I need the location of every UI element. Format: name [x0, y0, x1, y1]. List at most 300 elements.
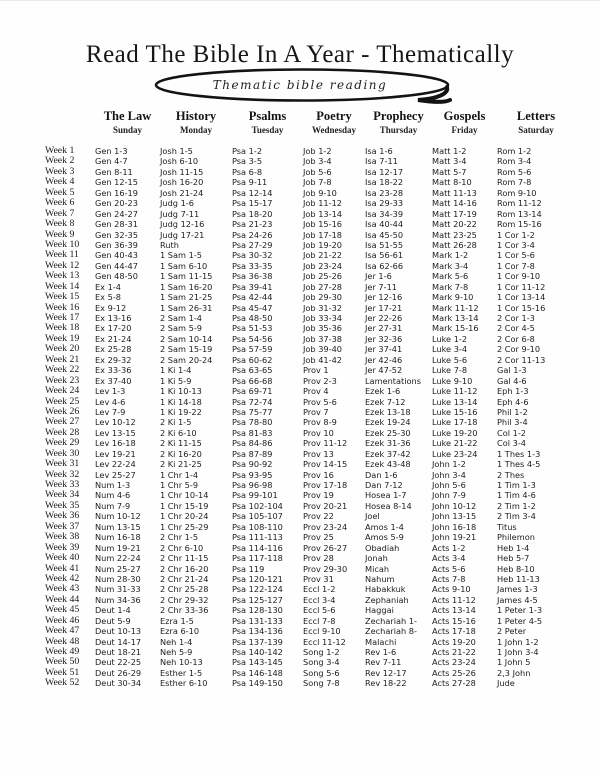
table-row: [45, 397, 575, 407]
cell-gospels: Mark 11-12: [432, 302, 479, 313]
week-label: Week 5: [45, 186, 75, 198]
cell-gospels: Luke 5-6: [432, 354, 468, 365]
cell-poetry: Job 23-24: [303, 260, 343, 271]
cell-psalms: Psa 78-80: [232, 417, 273, 428]
cell-letters: 1 Cor 11-12: [497, 281, 546, 292]
cell-poetry: Eccl 1-2: [303, 584, 336, 595]
cell-letters: Rom 5-6: [497, 166, 532, 177]
cell-gospels: Acts 5-6: [432, 563, 466, 574]
cell-letters: 2 Tim 3-4: [497, 511, 536, 522]
table-row: [45, 584, 575, 594]
column-day-label: Thursday: [379, 125, 418, 135]
cell-poetry: Job 7-8: [303, 177, 332, 188]
cell-history: 2 Sam 10-14: [160, 333, 213, 344]
cell-law: Lev 7-9: [95, 406, 126, 417]
cell-history: 1 Ki 10-13: [160, 386, 202, 397]
cell-gospels: Luke 13-14: [432, 396, 478, 407]
cell-history: 2 Chr 11-15: [160, 553, 209, 564]
table-row: [45, 292, 575, 302]
cell-prophecy: Zephaniah: [365, 594, 409, 605]
cell-gospels: Matt 11-13: [432, 187, 477, 198]
week-label: Week 4: [45, 176, 75, 188]
cell-prophecy: Isa 23-28: [365, 187, 404, 198]
cell-prophecy: Ezek 1-6: [365, 386, 401, 397]
table-row: [45, 490, 575, 500]
cell-psalms: Psa 102-104: [232, 500, 283, 511]
cell-psalms: Psa 125-127: [232, 594, 283, 605]
cell-gospels: Luke 15-16: [432, 406, 478, 417]
week-label: Week 31: [45, 458, 80, 470]
week-label: Week 36: [45, 510, 80, 522]
table-row: [45, 219, 575, 229]
cell-law: Num 25-27: [95, 563, 141, 574]
cell-gospels: Matt 1-2: [432, 146, 467, 156]
cell-law: Num 22-24: [95, 553, 141, 564]
column-header-poetry: [303, 109, 365, 136]
week-label: Week 14: [45, 280, 80, 292]
cell-gospels: John 13-15: [432, 511, 477, 522]
cell-prophecy: Jer 7-11: [365, 281, 398, 292]
cell-prophecy: Haggai: [365, 605, 394, 616]
cell-law: Ex 9-12: [95, 302, 127, 313]
column-label: Letters: [516, 109, 556, 123]
cell-psalms: Psa 111-113: [232, 532, 283, 543]
cell-gospels: John 10-12: [432, 500, 477, 511]
cell-psalms: Psa 143-145: [232, 657, 283, 668]
cell-prophecy: Ezek 19-24: [365, 417, 411, 428]
cell-letters: 1 Tim 4-6: [497, 490, 536, 501]
cell-poetry: Prov 1: [303, 365, 329, 376]
cell-law: Gen 16-19: [95, 187, 138, 198]
column-header-psalms: [232, 109, 303, 136]
cell-prophecy: Jer 42-46: [365, 354, 403, 365]
cell-history: 1 Chr 10-14: [160, 490, 209, 501]
cell-letters: 2 Cor 1-3: [497, 313, 535, 323]
cell-letters: Gal 4-6: [497, 375, 527, 386]
week-label: Week 10: [45, 238, 80, 250]
cell-law: Gen 36-39: [95, 239, 138, 250]
column-label: Prophecy: [373, 109, 424, 123]
cell-law: Deut 5-9: [95, 615, 131, 626]
cell-gospels: Acts 19-20: [432, 636, 476, 647]
cell-prophecy: Isa 40-44: [365, 219, 404, 230]
cell-letters: Titus: [497, 521, 517, 532]
cell-psalms: Psa 99-101: [232, 490, 278, 501]
cell-letters: Rom 11-12: [497, 198, 542, 209]
cell-law: Ex 33-36: [95, 365, 132, 376]
week-label: Week 47: [45, 625, 80, 637]
table-row: [45, 438, 575, 448]
cell-history: 1 Sam 21-25: [160, 292, 213, 303]
week-label: Week 26: [45, 405, 80, 417]
week-label: Week 49: [45, 646, 80, 657]
cell-history: 2 Sam 20-24: [160, 354, 213, 365]
week-label: Week 38: [45, 531, 80, 543]
cell-gospels: Acts 3-4: [432, 553, 466, 564]
cell-psalms: Psa 60-62: [232, 354, 273, 365]
cell-poetry: Song 1-2: [303, 647, 340, 657]
cell-poetry: Eccl 7-8: [303, 615, 336, 626]
plan-rows: [45, 146, 575, 689]
cell-letters: Phil 1-2: [497, 406, 528, 417]
cell-psalms: Psa 18-20: [232, 208, 273, 219]
table-row: [45, 376, 575, 386]
cell-law: Lev 13-15: [95, 427, 136, 438]
table-row: [45, 626, 575, 636]
cell-prophecy: Zechariah 8-: [365, 626, 417, 637]
cell-history: 2 Chr 6-10: [160, 542, 204, 553]
table-row: [45, 282, 575, 292]
week-label: Week 6: [45, 197, 75, 209]
cell-poetry: Job 19-20: [303, 239, 343, 250]
cell-prophecy: Joel: [365, 511, 380, 522]
table-row: [45, 657, 575, 667]
cell-letters: 2 Cor 6-8: [497, 333, 535, 344]
table-row: [45, 428, 575, 438]
cell-letters: Eph 1-3: [497, 386, 529, 397]
cell-history: 1 Sam 1-5: [160, 250, 202, 261]
cell-history: 2 Sam 5-9: [160, 323, 202, 334]
week-label: Week 39: [45, 541, 80, 553]
cell-poetry: Job 31-32: [303, 302, 343, 313]
cell-psalms: Psa 48-50: [232, 313, 273, 323]
cell-letters: Rom 9-10: [497, 187, 537, 198]
cell-psalms: Psa 119: [232, 563, 265, 574]
cell-history: Josh 11-15: [160, 166, 204, 177]
cell-law: Gen 12-15: [95, 177, 138, 188]
cell-law: Num 28-30: [95, 573, 141, 584]
cell-prophecy: Isa 62-66: [365, 260, 404, 271]
cell-letters: 2 Cor 4-5: [497, 323, 535, 334]
cell-prophecy: Ezek 7-12: [365, 396, 406, 407]
week-label: Week 11: [45, 249, 79, 261]
table-row: [45, 605, 575, 615]
cell-letters: Phil 3-4: [497, 417, 528, 428]
table-row: [45, 501, 575, 511]
cell-psalms: Psa 24-26: [232, 229, 273, 240]
cell-law: Ex 17-20: [95, 323, 132, 334]
cell-poetry: Prov 13: [303, 448, 334, 459]
cell-history: 2 Ki 16-20: [160, 448, 202, 459]
week-label: Week 2: [45, 155, 75, 167]
cell-law: Num 13-15: [95, 521, 141, 532]
table-row: [45, 355, 575, 365]
cell-letters: 1 Cor 5-6: [497, 250, 535, 261]
page-title: Read The Bible In A Year - Thematically: [85, 41, 515, 68]
cell-history: 2 Ki 1-5: [160, 417, 192, 428]
cell-letters: James 4-5: [497, 594, 538, 605]
cell-letters: 1 Tim 1-3: [497, 480, 536, 490]
cell-psalms: Psa 72-74: [232, 396, 273, 407]
cell-history: Esther 6-10: [160, 678, 208, 689]
cell-prophecy: Isa 1-6: [365, 146, 393, 156]
week-label: Week 24: [45, 385, 80, 397]
cell-history: Judg 1-6: [160, 198, 194, 209]
cell-poetry: Prov 19: [303, 490, 334, 501]
cell-psalms: Psa 36-38: [232, 271, 273, 282]
week-label: Week 43: [45, 583, 80, 595]
cell-poetry: Song 5-6: [303, 667, 340, 678]
cell-gospels: Mark 5-6: [432, 271, 469, 282]
cell-law: Ex 1-4: [95, 281, 121, 292]
cell-poetry: Prov 16: [303, 469, 334, 480]
cell-psalms: Psa 96-98: [232, 480, 273, 490]
cell-psalms: Psa 108-110: [232, 521, 283, 532]
cell-history: Neh 1-4: [160, 636, 193, 647]
table-row: [45, 365, 575, 375]
cell-gospels: Luke 3-4: [432, 344, 468, 355]
cell-law: Gen 8-11: [95, 166, 133, 177]
week-label: Week 44: [45, 593, 80, 605]
table-row: [45, 543, 575, 553]
cell-letters: 2,3 John: [497, 667, 531, 678]
cell-psalms: Psa 66-68: [232, 375, 273, 386]
cell-law: Ex 21-24: [95, 333, 132, 344]
column-label: The Law: [103, 109, 152, 123]
table-row: [45, 146, 575, 156]
week-label: Week 1: [45, 145, 75, 156]
week-label: Week 27: [45, 416, 80, 428]
cell-prophecy: Hosea 8-14: [365, 500, 412, 511]
cell-gospels: Matt 8-10: [432, 177, 472, 188]
table-row: [45, 250, 575, 260]
cell-poetry: Job 3-4: [303, 156, 332, 167]
cell-letters: Rom 7-8: [497, 177, 532, 188]
week-label: Week 23: [45, 374, 80, 386]
cell-poetry: Job 13-14: [303, 208, 343, 219]
week-label: Week 46: [45, 614, 80, 626]
cell-psalms: Psa 134-136: [232, 626, 283, 637]
cell-history: 2 Sam 1-4: [160, 313, 202, 323]
cell-poetry: Job 41-42: [303, 354, 343, 365]
cell-poetry: Job 1-2: [303, 146, 332, 156]
cell-letters: 1 John 5: [497, 657, 531, 668]
table-row: [45, 678, 575, 688]
cell-history: 1 Sam 26-31: [160, 302, 213, 313]
cell-poetry: Prov 23-24: [303, 521, 348, 532]
cell-poetry: Eccl 11-12: [303, 636, 346, 647]
cell-gospels: Luke 21-22: [432, 438, 478, 449]
cell-poetry: Prov 11-12: [303, 438, 348, 449]
table-row: [45, 564, 575, 574]
cell-psalms: Psa 21-23: [232, 219, 273, 230]
cell-prophecy: Jer 17-21: [365, 302, 403, 313]
cell-prophecy: Isa 34-39: [365, 208, 404, 219]
cell-psalms: Psa 69-71: [232, 386, 273, 397]
cell-gospels: John 7-9: [432, 490, 466, 501]
cell-law: Deut 10-13: [95, 626, 142, 637]
cell-history: 2 Chr 29-32: [160, 594, 209, 605]
cell-poetry: Eccl 9-10: [303, 626, 341, 637]
cell-poetry: Eccl 3-4: [303, 594, 336, 605]
cell-law: Ex 5-8: [95, 292, 121, 303]
cell-prophecy: Obadiah: [365, 542, 400, 553]
week-label: Week 7: [45, 207, 75, 219]
cell-law: Deut 1-4: [95, 605, 131, 616]
cell-letters: 1 Cor 13-14: [497, 292, 546, 303]
cell-letters: 1 Cor 3-4: [497, 239, 535, 250]
cell-law: Gen 24-27: [95, 208, 138, 219]
column-header-gospels: [432, 109, 497, 136]
table-row: [45, 261, 575, 271]
cell-psalms: Psa 6-8: [232, 166, 263, 177]
cell-letters: Eph 4-6: [497, 396, 529, 407]
table-row: [45, 668, 575, 678]
cell-gospels: Acts 7-8: [432, 573, 466, 584]
cell-letters: Gal 1-3: [497, 365, 527, 376]
cell-poetry: Prov 17-18: [303, 480, 348, 490]
cell-law: Ex 25-28: [95, 344, 132, 355]
table-row: [45, 522, 575, 532]
table-row: [45, 417, 575, 427]
cell-prophecy: Isa 7-11: [365, 156, 398, 167]
column-day-label: Tuesday: [251, 125, 284, 135]
table-row: [45, 188, 575, 198]
week-label: Week 29: [45, 437, 80, 449]
cell-gospels: Acts 21-22: [432, 647, 476, 657]
cell-law: Lev 1-3: [95, 386, 126, 397]
cell-psalms: Psa 33-35: [232, 260, 273, 271]
cell-history: 1 Chr 5-9: [160, 480, 199, 490]
cell-letters: 1 Cor 7-8: [497, 260, 535, 271]
cell-psalms: Psa 128-130: [232, 605, 283, 616]
cell-gospels: Acts 27-28: [432, 678, 476, 689]
cell-law: Ex 13-16: [95, 313, 132, 323]
week-label: Week 37: [45, 520, 80, 532]
cell-letters: Col 1-2: [497, 427, 526, 438]
cell-poetry: Prov 25: [303, 532, 334, 543]
cell-prophecy: Jonah: [365, 553, 388, 564]
cell-gospels: Matt 17-19: [432, 208, 477, 219]
cell-history: Judg 7-11: [160, 208, 200, 219]
column-day-label: Friday: [451, 125, 478, 135]
cell-law: Gen 1-3: [95, 146, 128, 156]
cell-history: Neh 10-13: [160, 657, 203, 668]
column-day-label: Wednesday: [311, 125, 356, 135]
cell-poetry: Prov 7: [303, 406, 329, 417]
cell-law: Lev 25-27: [95, 469, 136, 480]
cell-law: Lev 19-21: [95, 448, 136, 459]
cell-psalms: Psa 146-148: [232, 667, 283, 678]
cell-poetry: Prov 31: [303, 573, 334, 584]
cell-prophecy: Amos 5-9: [365, 532, 404, 543]
cell-gospels: Mark 3-4: [432, 260, 469, 271]
cell-history: 2 Chr 21-24: [160, 573, 209, 584]
cell-prophecy: Isa 18-22: [365, 177, 404, 188]
cell-letters: 2 Peter: [497, 626, 527, 637]
cell-psalms: Psa 15-17: [232, 198, 273, 209]
week-label: Week 9: [45, 228, 75, 240]
week-label: Week 19: [45, 332, 80, 344]
cell-poetry: Prov 26-27: [303, 542, 348, 553]
cell-gospels: Acts 13-14: [432, 605, 476, 616]
table-row: [45, 167, 575, 177]
cell-letters: 1 Cor 15-16: [497, 302, 546, 313]
week-label: Week 8: [45, 218, 75, 230]
cell-letters: 1 Thes 1-3: [497, 448, 541, 459]
cell-psalms: Psa 57-59: [232, 344, 273, 355]
cell-psalms: Psa 54-56: [232, 333, 273, 344]
table-row: [45, 407, 575, 417]
column-day-label: Saturday: [518, 125, 554, 135]
cell-gospels: Mark 13-14: [432, 313, 479, 323]
cell-history: Neh 5-9: [160, 647, 193, 657]
week-label: Week 32: [45, 468, 80, 480]
cell-psalms: Psa 87-89: [232, 448, 273, 459]
column-label: Psalms: [248, 109, 287, 123]
cell-poetry: Prov 14-15: [303, 459, 348, 470]
cell-letters: 2 Thes: [497, 469, 525, 480]
cell-gospels: Acts 23-24: [432, 657, 476, 668]
cell-law: Num 4-6: [95, 490, 131, 501]
cell-history: 2 Ki 11-15: [160, 438, 202, 449]
table-row: [45, 386, 575, 396]
cell-law: Num 7-9: [95, 500, 131, 511]
cell-letters: 1 Peter 4-5: [497, 615, 543, 626]
cell-history: Josh 6-10: [160, 156, 199, 167]
cell-psalms: Psa 149-150: [232, 678, 283, 689]
cell-letters: Philemon: [497, 532, 535, 543]
week-label: Week 35: [45, 499, 80, 511]
cell-poetry: Prov 2-3: [303, 375, 337, 386]
week-label: Week 3: [45, 165, 75, 177]
week-label: Week 42: [45, 572, 80, 584]
cell-prophecy: Isa 12-17: [365, 166, 404, 177]
cell-psalms: Psa 117-118: [232, 553, 283, 564]
cell-history: 2 Ki 21-25: [160, 459, 202, 470]
week-label: Week 16: [45, 301, 80, 313]
cell-history: Josh 16-20: [160, 177, 204, 188]
table-row: [45, 313, 575, 323]
header-spacer: [45, 109, 95, 136]
cell-poetry: Prov 4: [303, 386, 329, 397]
table-row: [45, 532, 575, 542]
week-label: Week 25: [45, 395, 80, 407]
cell-history: 1 Chr 15-19: [160, 500, 209, 511]
cell-law: Gen 32-35: [95, 229, 138, 240]
cell-history: 1 Ki 14-18: [160, 396, 202, 407]
cell-poetry: Prov 28: [303, 553, 334, 564]
cell-letters: 2 Cor 9-10: [497, 344, 541, 355]
cell-history: Josh 21-24: [160, 187, 204, 198]
table-row: [45, 480, 575, 490]
cell-gospels: Matt 26-28: [432, 239, 477, 250]
cell-law: Num 31-33: [95, 584, 141, 595]
cell-letters: 2 Tim 1-2: [497, 500, 536, 511]
cell-prophecy: Dan 7-12: [365, 480, 403, 490]
cell-gospels: Matt 5-7: [432, 166, 467, 177]
cell-letters: 2 Cor 11-13: [497, 354, 546, 365]
week-label: Week 45: [45, 604, 80, 616]
cell-history: 2 Ki 6-10: [160, 427, 197, 438]
week-label: Week 28: [45, 426, 80, 438]
cell-poetry: Job 37-38: [303, 333, 343, 344]
week-label: Week 51: [45, 666, 80, 678]
cell-letters: 1 Thes 4-5: [497, 459, 541, 470]
cell-history: 1 Chr 1-4: [160, 469, 199, 480]
cell-law: Lev 16-18: [95, 438, 136, 449]
week-label: Week 30: [45, 447, 80, 459]
cell-law: Gen 48-50: [95, 271, 138, 282]
table-row: [45, 616, 575, 626]
cell-law: Gen 44-47: [95, 260, 138, 271]
cell-poetry: Prov 29-30: [303, 563, 348, 574]
week-label: Week 17: [45, 312, 80, 323]
cell-poetry: Song 7-8: [303, 678, 340, 689]
cell-psalms: Psa 84-86: [232, 438, 273, 449]
week-label: Week 12: [45, 259, 80, 271]
week-label: Week 13: [45, 270, 80, 282]
